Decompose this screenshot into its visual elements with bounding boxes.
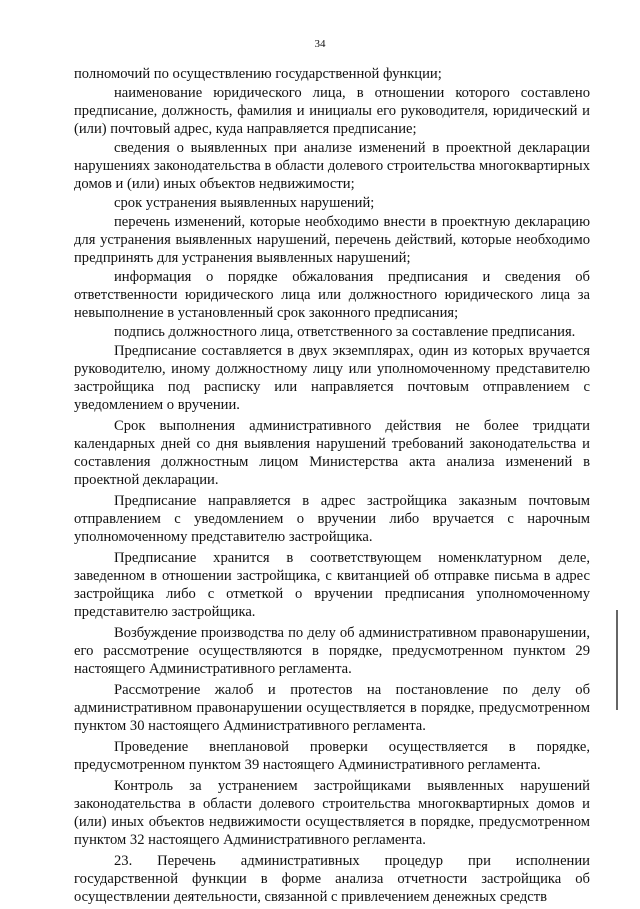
page-number: 34 [314, 38, 326, 50]
scan-edge-mark [616, 610, 618, 710]
paragraph: 23. Перечень административных процедур при исполнении государственной функции в форме анализа отчетности застройщика об осуществлении деятельности, связанной с привлечением денежных средств [74, 853, 590, 905]
paragraph: Предписание составляется в двух экземплярах, один из которых вручается руководителю, иному должностному лицу или уполномоченному представителю застройщика под расписку или направляется почтовым отправлением с уведомлением о вручении. [74, 343, 590, 413]
paragraph: срок устранения выявленных нарушений; [114, 195, 375, 211]
paragraph: полномочий по осуществлению государственной функции; [74, 66, 442, 82]
paragraph: наименование юридического лица, в отношении которого составлено предписание, должность, фамилия и инициалы его руководителя, юридический и (или) почтовый адрес, куда направляется предписание; [74, 85, 590, 137]
document-body [74, 65, 590, 909]
paragraph: Предписание направляется в адрес застройщика заказным почтовым отправлением с уведомлением о вручении либо вручается с нарочным уполномоченному представителю застройщика. [74, 493, 590, 545]
paragraph: сведения о выявленных при анализе изменений в проектной декларации нарушениях законодательства в области долевого строительства многоквартирных домов и (или) иных объектов недвижимости; [74, 140, 590, 192]
paragraph: Проведение внеплановой проверки осуществляется в порядке, предусмотренном пунктом 39 настоящего Административного регламента. [74, 739, 590, 773]
paragraph: Срок выполнения административного действия не более тридцати календарных дней со дня выявления нарушений требований законодательства и составления должностным лицом Министерства акта анализа изменений в проектной декларации. [74, 418, 590, 488]
paragraph: перечень изменений, которые необходимо внести в проектную декларацию для устранения выявленных нарушений, перечень действий, которые необходимо предпринять для устранения выявленных нарушений; [74, 214, 590, 266]
paragraph: Контроль за устранением застройщиками выявленных нарушений законодательства в области долевого строительства многоквартирных домов и (или) иных объектов недвижимости осуществляется в порядке, предусмотренном пунктом 32 настоящего Административного регламента. [74, 778, 590, 848]
paragraph: Рассмотрение жалоб и протестов на постановление по делу об административном правонарушении осуществляется в порядке, предусмотренном пунктом 30 настоящего Административного регламента. [74, 682, 590, 734]
paragraph: Возбуждение производства по делу об административном правонарушении, его рассмотрение осуществляются в порядке, предусмотренном пунктом 29 настоящего Административного регламента. [74, 625, 590, 677]
paragraph: подпись должностного лица, ответственного за составление предписания. [114, 324, 576, 340]
paragraph: информация о порядке обжалования предписания и сведения об ответственности юридического лица или должностного юридического лица за невыполнение в установленный срок законного предписания; [74, 269, 590, 321]
paragraph: Предписание хранится в соответствующем номенклатурном деле, заведенном в отношении застройщика, с квитанцией об отправке письма в адрес застройщика либо с отметкой о вручении предписания уполномоченному представителю застройщика. [74, 550, 590, 620]
